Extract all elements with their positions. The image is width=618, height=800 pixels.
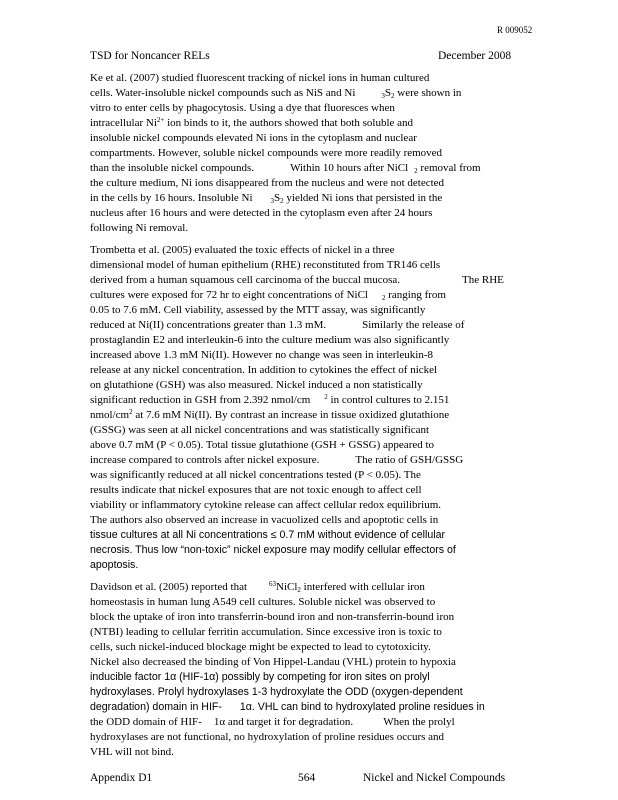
text-line: Davidson et al. (2005) reported that $^{63}$NiCl$_2$ interfered with cellular iron <box>90 580 425 594</box>
text-line: hydroxylases. Prolyl hydroxylases 1-3 hydroxylate the ODD (oxygen-dependent <box>90 686 463 698</box>
text-line: tissue cultures at all Ni concentrations ≤ 0.7 mM without evidence of cellular <box>90 529 445 541</box>
text-line: was significantly reduced at all nickel concentrations tested (P < 0.05). The <box>90 469 421 481</box>
text-line: release at any nickel concentration. In addition to cytokines the effect of nickel <box>90 364 438 376</box>
text-line: increased above 1.3 mM Ni(II). However no change was seen in interleukin-8 <box>90 349 434 361</box>
text-line: degradation) domain in HIF- 1α. VHL can bind to hydroxylated proline residues in <box>90 701 485 713</box>
text-line: nmol/$cm^2$ at 7.6 mM Ni(II). By contrast an increase in tissue oxidized glutathione <box>90 408 450 421</box>
text-line: homeostasis in human lung A549 cell cultures. Soluble nickel was observed to <box>90 596 436 608</box>
text-line: intracellular $Ni^{2+}$ ion binds to it, the authors showed that both soluble and <box>90 116 414 129</box>
text-line: cultures were exposed for 72 hr to eight concentrations of NiCl $_2$ ranging from <box>90 289 446 302</box>
text-line: compartments. However, soluble nickel compounds were more readily removed <box>90 147 443 159</box>
text-line: cells, such nickel-induced blockage might be expected to lead to cytotoxicity. <box>90 641 431 653</box>
text-line: 0.05 to 7.6 mM. Cell viability, assessed by the MTT assay, was significantly <box>90 304 426 316</box>
text-line: nucleus after 16 hours and were detected in the cytoplasm even after 24 hours <box>90 207 433 219</box>
text-line: insoluble nickel compounds elevated Ni ions in the cytoplasm and nuclear <box>90 132 417 144</box>
text-line: (GSSG) was seen at all nickel concentrations and was statistically significant <box>90 424 430 436</box>
text-line: than the insoluble nickel compounds. Within 10 hours after NiCl $_2$ removal from <box>90 162 481 175</box>
footer-title: Nickel and Nickel Compounds <box>363 772 506 784</box>
text-line: vitro to enter cells by phagocytosis. Using a dye that fluoresces when <box>90 102 395 114</box>
text-line: dimensional model of human epithelium (RHE) reconstituted from TR146 cells <box>90 259 441 271</box>
header-date: December 2008 <box>438 50 512 62</box>
text-line: (NTBI) leading to cellular ferritin accumulation. Since excessive iron is toxic to <box>90 626 442 638</box>
text-line: Ke et al. (2007) studied fluorescent tracking of nickel ions in human cultured <box>90 72 430 84</box>
text-line: VHL will not bind. <box>90 746 174 758</box>
text-line: prostaglandin E2 and interleukin-6 into the culture medium was also significantly <box>90 334 450 346</box>
text-line: Trombetta et al. (2005) evaluated the toxic effects of nickel in a three <box>90 244 395 256</box>
text-line: inducible factor 1α (HIF-1α) possibly by competing for iron sites on prolyl <box>90 671 430 683</box>
text-line: on glutathione (GSH) was also measured. Nickel induced a non statistically <box>90 379 423 391</box>
footer-appendix: Appendix D1 <box>90 772 153 784</box>
text-line: derived from a human squamous cell carcinoma of the buccal mucosa. The RHE <box>90 274 504 286</box>
text-line: cells. Water-insoluble nickel compounds such as NiS and Ni $_3S_2$ were shown in <box>90 87 462 100</box>
text-line: block the uptake of iron into transferrin-bound iron and non-transferrin-bound iron <box>90 611 455 623</box>
text-line: results indicate that nickel exposures that are not toxic enough to affect cell <box>90 484 422 496</box>
text-line: following Ni removal. <box>90 222 189 234</box>
text-line: increase compared to controls after nickel exposure. The ratio of GSH/GSSG <box>90 454 464 466</box>
text-line: reduced at Ni(II) concentrations greater than 1.3 mM. Similarly the release of <box>90 319 465 331</box>
text-line: necrosis. Thus low “non-toxic” nickel exposure may modify cellular effectors of <box>90 544 456 556</box>
text-line: apoptosis. <box>90 559 139 571</box>
page-number: 564 <box>298 772 316 784</box>
text-line: above 0.7 mM (P < 0.05). Total tissue glutathione (GSH + GSSG) appeared to <box>90 439 435 451</box>
text-line: significant reduction in GSH from 2.392 nmol/cm $^2$ in control cultures to 2.151 <box>90 393 450 406</box>
text-line: Nickel also decreased the binding of Von Hippel-Landau (VHL) protein to hypoxia <box>90 656 456 668</box>
text-line: in the cells by 16 hours. Insoluble Ni $_3S_2$ yielded Ni ions that persisted in the <box>90 192 443 205</box>
text-line: The authors also observed an increase in vacuolized cells and apoptotic cells in <box>90 514 439 526</box>
header-title: TSD for Noncancer RELs <box>90 50 210 62</box>
text-line: the culture medium, Ni ions disappeared from the nucleus and were not detected <box>90 177 445 189</box>
text-line: the ODD domain of HIF- 1α and target it for degradation. When the prolyl <box>90 716 455 728</box>
text-line: hydroxylases are not functional, no hydroxylation of proline residues occurs and <box>90 731 445 743</box>
document-id: R 009052 <box>497 25 533 35</box>
text-line: viability or inflammatory cytokine release can affect cellular redox equilibrium. <box>90 499 442 511</box>
